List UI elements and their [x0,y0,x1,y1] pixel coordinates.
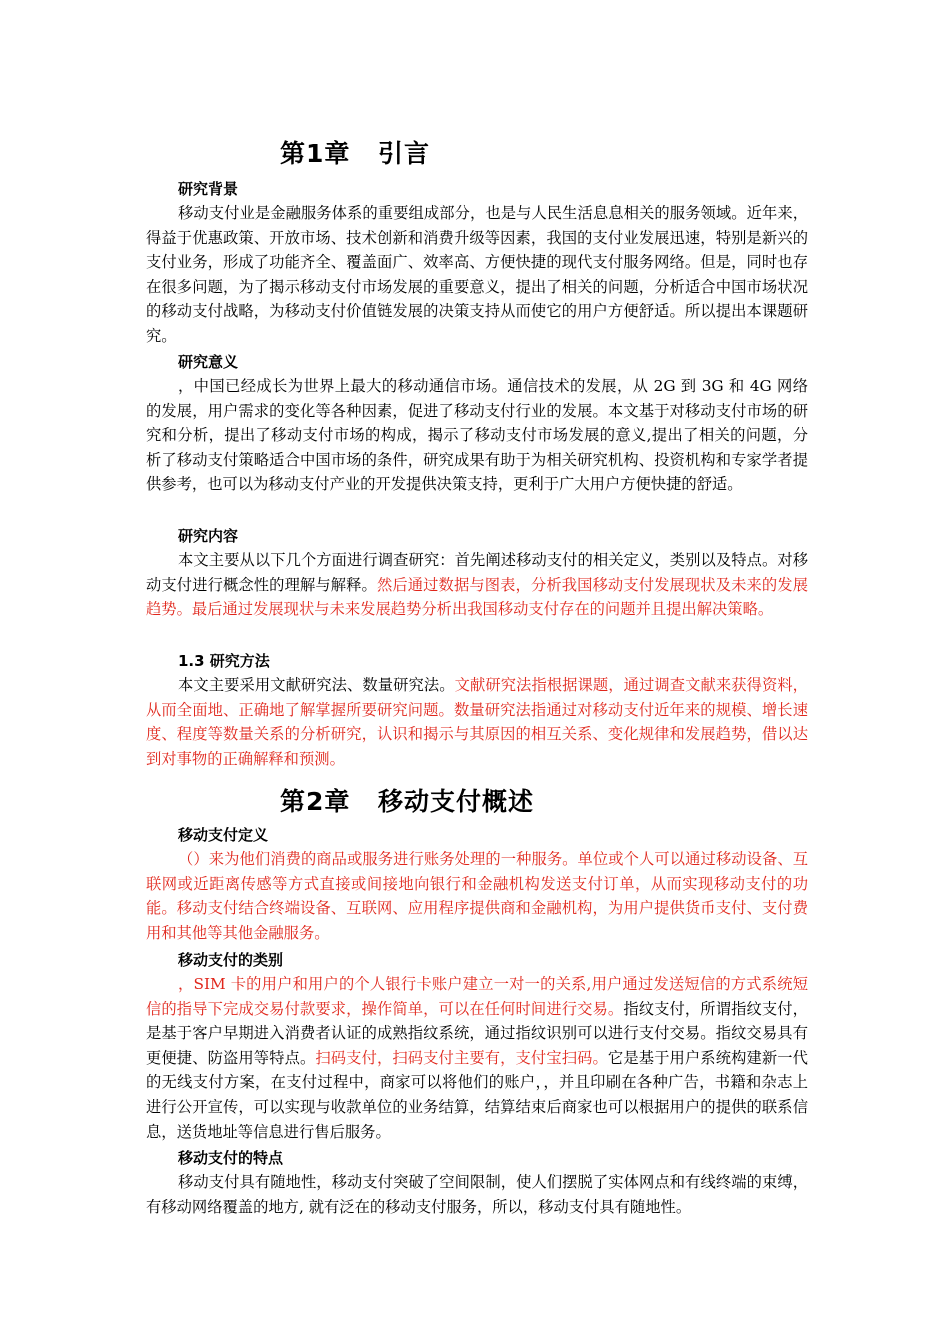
paragraph-research-content [146,548,808,622]
heading-research-content: 研究内容 [178,527,239,545]
heading-research-significance: 研究意义 [178,353,239,371]
heading-research-methods: 1.3 研究方法 [178,652,270,670]
paragraph-research-methods [146,673,808,771]
paragraph-mobile-payment-features: 移动支付具有随地性，移动支付突破了空间限制，使人们摆脱了实体网点和有线终端的束缚，有移动网络覆盖的地方, 就有泛在的移动支付服务，所以，移动支付具有随地性。 [146,1173,808,1216]
types-fingerprint-text: 指纹支付，所谓指纹支付，是基于客户早期进入消费者认证的成熟指纹系统，通过指纹识别可以进行支付交易。指纹交易具有更便捷、防盗用等特点。 [146,999,808,1067]
chapter-1-title [280,134,430,170]
types-scan-detail-text: 它是基于用户系统构建新一代的无线支付方案，在支付过程中，商家可以将他们的账户，，并且印刷在各种广告，书籍和杂志上进行公开宣传，可以实现与收款单位的业务结算，结算结束后商家也可以根据用户的提供的联系信息，送货地址等信息进行售后服务。 [146,1048,808,1141]
research-methods-text: 本文主要采用文献研究法、数量研究法。 [178,676,455,694]
chapter-2-name: 移动支付概述 [378,787,535,816]
paragraph-mobile-payment-definition: （）来为他们消费的商品或服务进行账务处理的一种服务。单位或个人可以通过移动设备、互联网或近距离传感等方式直接或间接地向银行和金融机构发送支付订单，从而实现移动支付的功能。移动支付结合终端设备、互联网、应用程序提供商和金融机构，为用户提供货币支付、支付费用和其他等其他金融服务。 [146,850,808,942]
heading-mobile-payment-definition: 移动支付定义 [178,826,269,844]
chapter-2-number: 第2章 [280,787,351,816]
types-scan-text: 扫码支付，扫码支付主要有，支付宝扫码。 [315,1048,608,1067]
research-methods-highlight: 文献研究法指根据课题，通过调查文献来获得资料，从而全面地、正确地了解掌握所要研究问题。数量研究法指通过对移动支付近年来的规模、增长速度、程度等数量关系的分析研究，认识和揭示与其原因的相互关系、变化规律和发展趋势，借以达到对事物的正确解释和预测。 [146,676,808,768]
paragraph-research-significance: ，中国已经成长为世界上最大的移动通信市场。通信技术的发展，从 2G 到 3G 和 4G 网络的发展，用户需求的变化等各种因素，促进了移动支付行业的发展。本文基于对移动支付市场的研究和分析，提出了移动支付市场的构成，揭示了移动支付市场发展的意义,提出了相关的问题，分析了移动支付策略适合中国市场的条件，研究成果有助于为相关研究机构、投资机构和专家学者提供参考，也可以为移动支付产业的开发提供决策支持，更利于广大用户方便快捷的舒适。 [146,377,808,494]
heading-research-background: 研究背景 [178,180,239,198]
research-content-text: 本文主要从以下几个方面进行调查研究：首先阐述移动支付的相关定义，类别以及特点。对移动支付进行概念性的理解与解释。 [146,551,808,594]
heading-mobile-payment-types: 移动支付的类别 [178,951,284,969]
chapter-1-name: 引言 [378,139,431,168]
research-content-highlight: 然后通过数据与图表，分析我国移动支付发展现状及未来的发展趋势。最后通过发展现状与未来发展趋势分析出我国移动支付存在的问题并且提出解决策略。 [146,575,808,619]
heading-mobile-payment-features: 移动支付的特点 [178,1149,284,1167]
chapter-1-number: 第1章 [280,139,351,168]
paragraph-mobile-payment-types [146,972,808,1144]
paragraph-research-background: 移动支付业是金融服务体系的重要组成部分，也是与人民生活息息相关的服务领域。近年来，得益于优惠政策、开放市场、技术创新和消费升级等因素，我国的支付业发展迅速，特别是新兴的支付业务，形成了功能齐全、覆盖面广、效率高、方便快捷的现代支付服务网络。但是，同时也存在很多问题，为了揭示移动支付市场发展的重要意义，提出了相关的问题，分析适合中国市场状况的移动支付战略，为移动支付价值链发展的决策支持从而使它的用户方便舒适。所以提出本课题研究。 [146,204,808,345]
chapter-2-title [280,782,534,818]
types-sms-text: ，SIM 卡的用户和用户的个人银行卡账户建立一对一的关系,用户通过发送短信的方式系统短信的指导下完成交易付款要求，操作简单，可以在任何时间进行交易。 [146,975,808,1018]
